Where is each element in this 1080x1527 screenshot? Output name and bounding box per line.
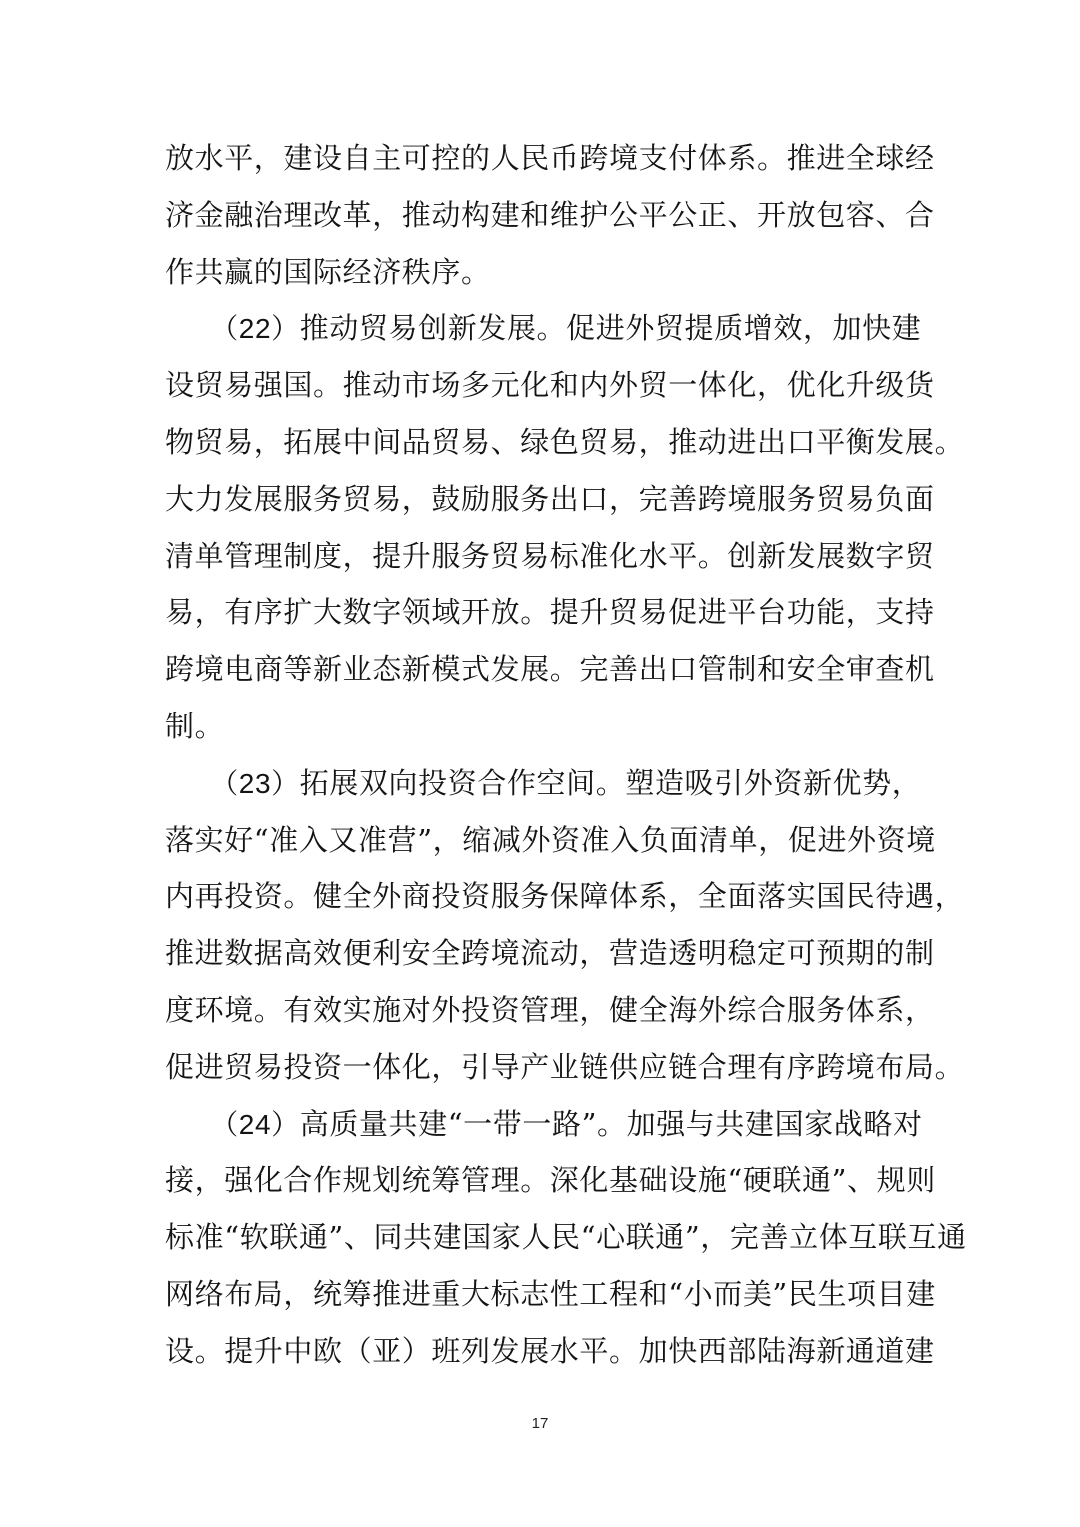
text-line: 物贸易，拓展中间品贸易、绿色贸易，推动进出口平衡发展。 bbox=[165, 424, 965, 459]
text-line: 内再投资。健全外商投资服务保障体系，全面落实国民待遇， bbox=[165, 879, 965, 914]
text-line: 清单管理制度，提升服务贸易标准化水平。创新发展数字贸 bbox=[165, 538, 935, 573]
text-line: 易，有序扩大数字领域开放。提升贸易促进平台功能，支持 bbox=[165, 595, 935, 630]
text-line: 网络布局，统筹推进重大标志性工程和“小而美”民生项目建 bbox=[165, 1276, 936, 1311]
text-line: 度环境。有效实施对外投资管理，健全海外综合服务体系， bbox=[165, 992, 935, 1027]
item-number: （22） bbox=[224, 313, 300, 345]
text-line: 推动贸易创新发展。促进外贸提质增效，加快建 bbox=[299, 311, 922, 346]
page-number: 17 bbox=[531, 1415, 549, 1432]
text-line: 接，强化合作规划统筹管理。深化基础设施“硬联通”、规则 bbox=[165, 1163, 936, 1198]
item-number: （23） bbox=[224, 767, 300, 799]
text-line: 拓展双向投资合作空间。塑造吸引外资新优势， bbox=[299, 765, 922, 800]
text-line: 设贸易强国。推动市场多元化和内外贸一体化，优化升级货 bbox=[165, 368, 935, 403]
text-line: 作共赢的国际经济秩序。 bbox=[165, 254, 491, 289]
text-line: 大力发展服务贸易，鼓励服务出口，完善跨境服务贸易负面 bbox=[165, 481, 935, 516]
paragraph-heading-line bbox=[165, 1096, 925, 1153]
text-line: 落实好“准入又准营”，缩减外资准入负面清单，促进外资境 bbox=[165, 822, 936, 857]
paragraph-heading-line bbox=[165, 755, 925, 812]
paragraph-heading-line bbox=[165, 300, 925, 357]
text-line: 标准“软联通”、同共建国家人民“心联通”，完善立体互联互通 bbox=[165, 1220, 967, 1255]
text-line: 跨境电商等新业态新模式发展。完善出口管制和安全审查机 bbox=[165, 652, 935, 687]
text-line: 设。提升中欧（亚）班列发展水平。加快西部陆海新通道建 bbox=[165, 1333, 935, 1368]
text-line: 推进数据高效便利安全跨境流动，营造透明稳定可预期的制 bbox=[165, 936, 935, 971]
item-number: （24） bbox=[224, 1108, 300, 1140]
text-line: 高质量共建“一带一路”。加强与共建国家战略对 bbox=[299, 1106, 923, 1141]
text-line: 促进贸易投资一体化，引导产业链供应链合理有序跨境布局。 bbox=[165, 1049, 965, 1084]
body-text bbox=[165, 130, 967, 1380]
text-line: 放水平，建设自主可控的人民币跨境支付体系。推进全球经 bbox=[165, 141, 935, 175]
text-line: 制。 bbox=[165, 708, 225, 743]
text-line: 济金融治理改革，推动构建和维护公平公正、开放包容、合 bbox=[165, 197, 935, 232]
